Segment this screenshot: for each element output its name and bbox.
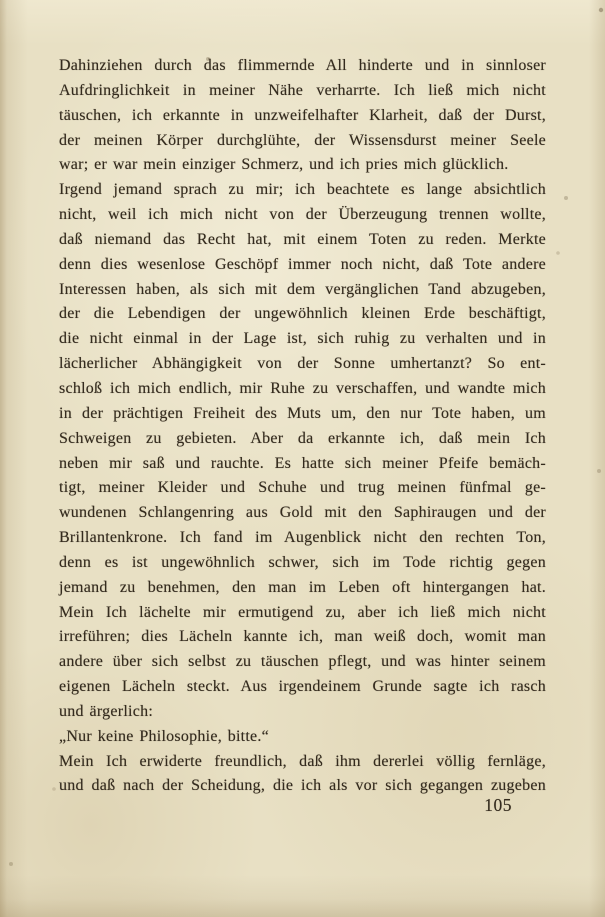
text-line: neben mir saß und rauchte. Es hatte sich meiner Pfeife bemäch-: [59, 454, 546, 472]
text-line: lächerlicher Abhängigkeit von der Sonne umhertanzt? So ent-: [59, 355, 546, 373]
text-line: schloß ich mich endlich, mir Ruhe zu verschaffen, und wandte mich: [59, 379, 546, 397]
scan-speck-artifacts: [0, 0, 2, 2]
text-line: nicht, weil ich mich nicht von der Überzeugung trennen wollte,: [59, 206, 546, 224]
text-line: der die Lebendigen der ungewöhnlich kleinen Erde beschäftigt,: [59, 305, 546, 323]
text-line: jemand zu benehmen, den man im Leben oft hintergangen hat.: [59, 578, 546, 596]
text-line: irreführen; dies Lächeln kannte ich, man weiß doch, womit man: [59, 628, 546, 646]
text-line: die nicht einmal in der Lage ist, sich ruhig zu verhalten und in: [59, 330, 546, 348]
page-number: 105: [484, 795, 512, 815]
text-line: und ärgerlich:: [59, 702, 154, 720]
text-line: täuschen, ich erkannte in unzweifelhafter Klarheit, daß der Durst,: [59, 106, 546, 124]
text-line: Interessen haben, als sich mit dem vergänglichen Tand abzugeben,: [59, 280, 546, 298]
text-block: [59, 54, 546, 799]
text-line: denn dies wesenlose Geschöpf immer noch nicht, daß Tote andere: [59, 255, 546, 273]
text-line: Dahinziehen durch das flimmernde All hinderte und in sinnloser: [59, 57, 546, 74]
text-line: wundenen Schlangenring aus Gold mit den Saphiraugen und der: [59, 504, 546, 522]
text-line: Irgend jemand sprach zu mir; ich beachtete es lange absichtlich: [59, 181, 546, 199]
text-line: Schweigen zu gebieten. Aber da erkannte ich, daß mein Ich: [59, 429, 546, 447]
text-line: andere über sich selbst zu täuschen pflegt, und was hinter seinem: [59, 653, 546, 671]
text-line: eigenen Lächeln steckt. Aus irgendeinem Grunde sagte ich rasch: [59, 678, 546, 696]
text-line: der meinen Körper durchglühte, der Wissensdurst meiner Seele: [59, 131, 546, 149]
text-line: Aufdringlichkeit in meiner Nähe verharrte. Ich ließ mich nicht: [59, 81, 546, 99]
text-line: war; er war mein einziger Schmerz, und ich pries mich glücklich.: [59, 156, 509, 174]
text-line: Mein Ich lächelte mir ermutigend zu, aber ich ließ mich nicht: [59, 603, 546, 621]
text-line: tigt, meiner Kleider und Schuhe und trug meinen fünfmal ge-: [59, 479, 546, 497]
text-line: in der prächtigen Freiheit des Muts um, den nur Tote haben, um: [59, 404, 546, 422]
text-line: Mein Ich erwiderte freundlich, daß ihm dererlei völlig fernläge,: [59, 752, 546, 770]
text-line: denn es ist ungewöhnlich schwer, sich im Tode richtig gegen: [59, 553, 546, 571]
text-line: Brillantenkrone. Ich fand im Augenblick nicht den rechten Ton,: [59, 529, 546, 547]
text-line: daß niemand das Recht hat, mit einem Toten zu reden. Merkte: [59, 230, 546, 248]
text-line: und daß nach der Scheidung, die ich als vor sich gegangen zugeben: [59, 777, 546, 795]
text-line: „Nur keine Philosophie, bitte.“: [59, 727, 269, 745]
